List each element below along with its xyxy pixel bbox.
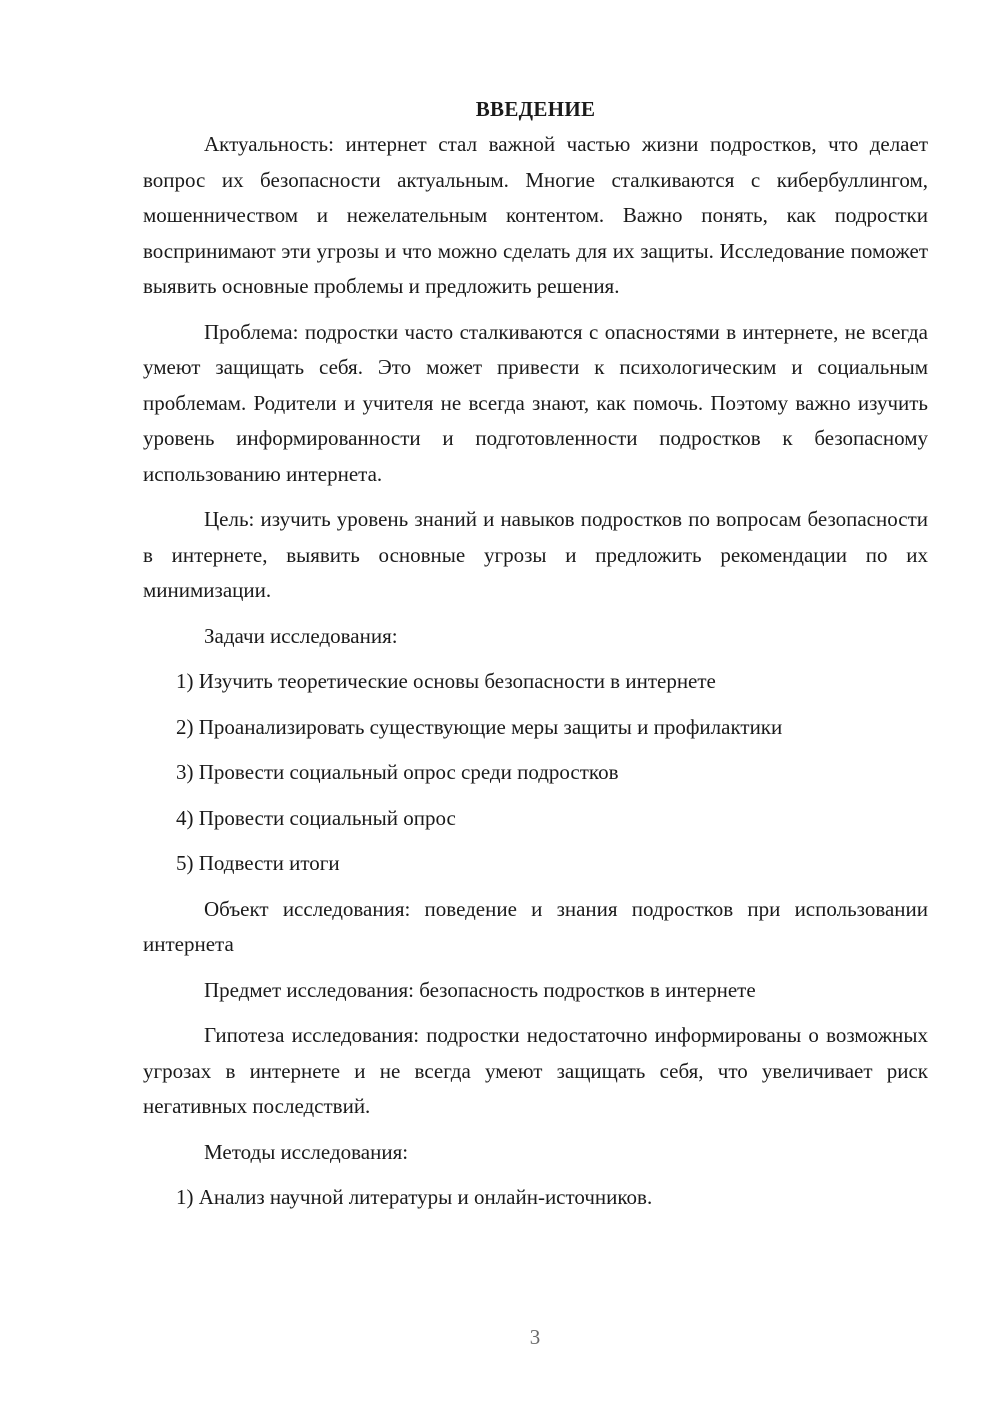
hypothesis-paragraph: Гипотеза исследования: подростки недостаточно информированы о возможных угрозах в интернете и не всегда умеют защищать себя, что увеличивает риск негативных последствий. (143, 1023, 928, 1118)
methods-title: Методы исследования: (204, 1139, 409, 1164)
problem-paragraph: Проблема: подростки часто сталкиваются с опасностями в интернете, не всегда умеют защищать себя. Это может привести к психологическим и социальным проблемам. Родители и учителя не всегда знают, как помочь. Поэтому важно изучить уровень информированности и подготовленности подростков к безопасному использованию интернета. (143, 319, 928, 486)
object-paragraph: Объект исследования: поведение и знания подростков при использовании интернета (143, 896, 928, 956)
page-number: 3 (529, 1325, 541, 1349)
relevance-paragraph: Актуальность: интернет стал важной частью жизни подростков, что делает вопрос их безопасности актуальным. Многие сталкиваются с кибербуллингом, мошенничеством и нежелательным контентом. Важно понять, как подростки воспринимают эти угрозы и что можно сделать для их защиты. Исследование поможет выявить основные проблемы и предложить решения. (143, 132, 928, 298)
section-heading: ВВЕДЕНИЕ (475, 97, 596, 121)
tasks-title: Задачи исследования: (204, 623, 398, 648)
task-item: 1) Изучить теоретические основы безопасности в интернете (176, 669, 716, 693)
task-item: 2) Проанализировать существующие меры защиты и профилактики (176, 714, 783, 739)
document-page (143, 92, 928, 1226)
method-item: 1) Анализ научной литературы и онлайн-источников. (176, 1185, 653, 1209)
task-item: 3) Провести социальный опрос среди подростков (176, 760, 619, 784)
goal-paragraph: Цель: изучить уровень знаний и навыков подростков по вопросам безопасности в интернете, выявить основные угрозы и предложить рекомендации по их минимизации. (143, 507, 928, 602)
task-item: 5) Подвести итоги (176, 851, 340, 875)
task-item: 4) Провести социальный опрос (176, 805, 456, 830)
subject-paragraph: Предмет исследования: безопасность подростков в интернете (204, 977, 756, 1002)
